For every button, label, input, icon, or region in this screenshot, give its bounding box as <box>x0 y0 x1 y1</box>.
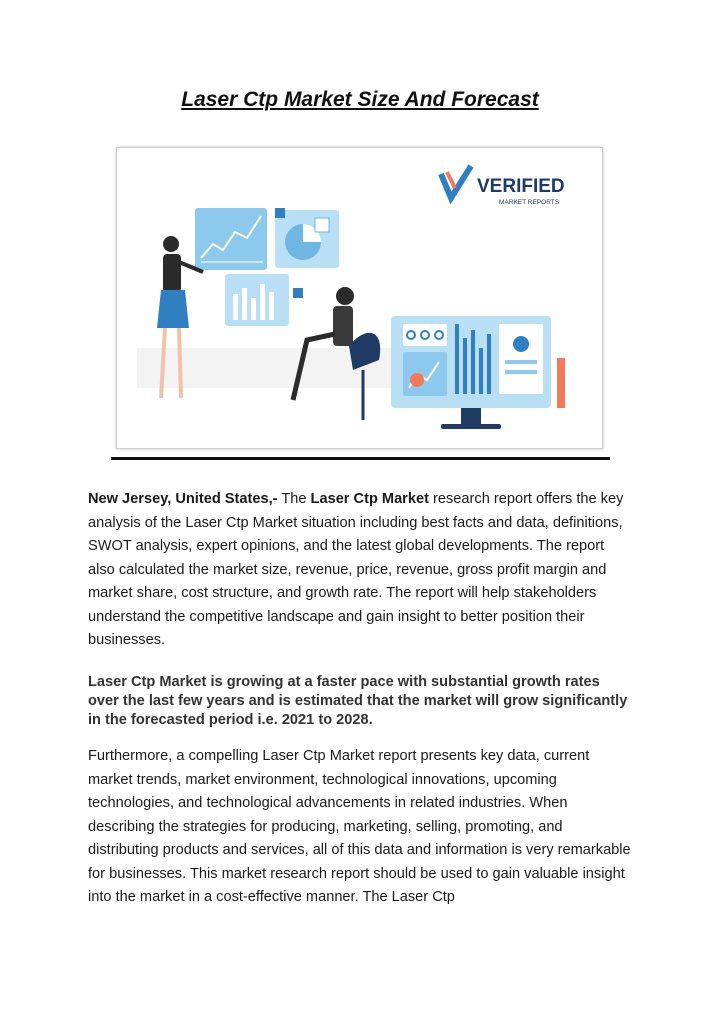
business-analytics-illustration <box>117 148 602 448</box>
intro-paragraph <box>88 488 633 653</box>
page-title: Laser Ctp Market Size And Forecast <box>181 88 539 111</box>
section-divider <box>111 457 610 460</box>
logo-tagline-text: MARKET REPORTS <box>499 199 560 206</box>
intro-body-text: research report offers the key analysis of the Laser Ctp Market situation including best facts and data, definitions, SWOT analysis, expert opinions, and the latest global developments. The report also calculated the market size, revenue, price, revenue, gross profit margin and market share, cost structure, and growth rate. The report will help stakeholders understand the competitive landscape and gain insight to better position their businesses. <box>88 491 624 648</box>
logo-brand-text: VERIFIED <box>477 176 565 197</box>
line-chart-board <box>195 208 267 270</box>
market-name-text: Laser Ctp Market <box>310 491 429 507</box>
location-text: New Jersey, United States,- <box>88 491 278 507</box>
details-paragraph: Furthermore, a compelling Laser Ctp Market report presents key data, current market trends, market environment, technological innovations, upcoming technologies, and technological advancements in related industries. When describing the strategies for producing, marketing, selling, promoting, and distributing products and services, all of this data and information is very remarkable for businesses. This market research report should be used to gain valuable insight into the market in a cost-effective manner. The Laser Ctp <box>88 748 631 905</box>
verified-logo <box>441 166 565 206</box>
growth-highlight-paragraph: Laser Ctp Market is growing at a faster pace with substantial growth rates over the last few years and is estimated that the market will grow significantly in the forecasted period i.e. 2021 to 2028. <box>88 674 628 728</box>
hero-illustration <box>116 147 603 449</box>
the-text: The <box>281 491 307 507</box>
pie-chart-board <box>275 208 339 268</box>
bar-chart-board <box>225 274 303 326</box>
dashboard-monitor <box>391 316 565 429</box>
